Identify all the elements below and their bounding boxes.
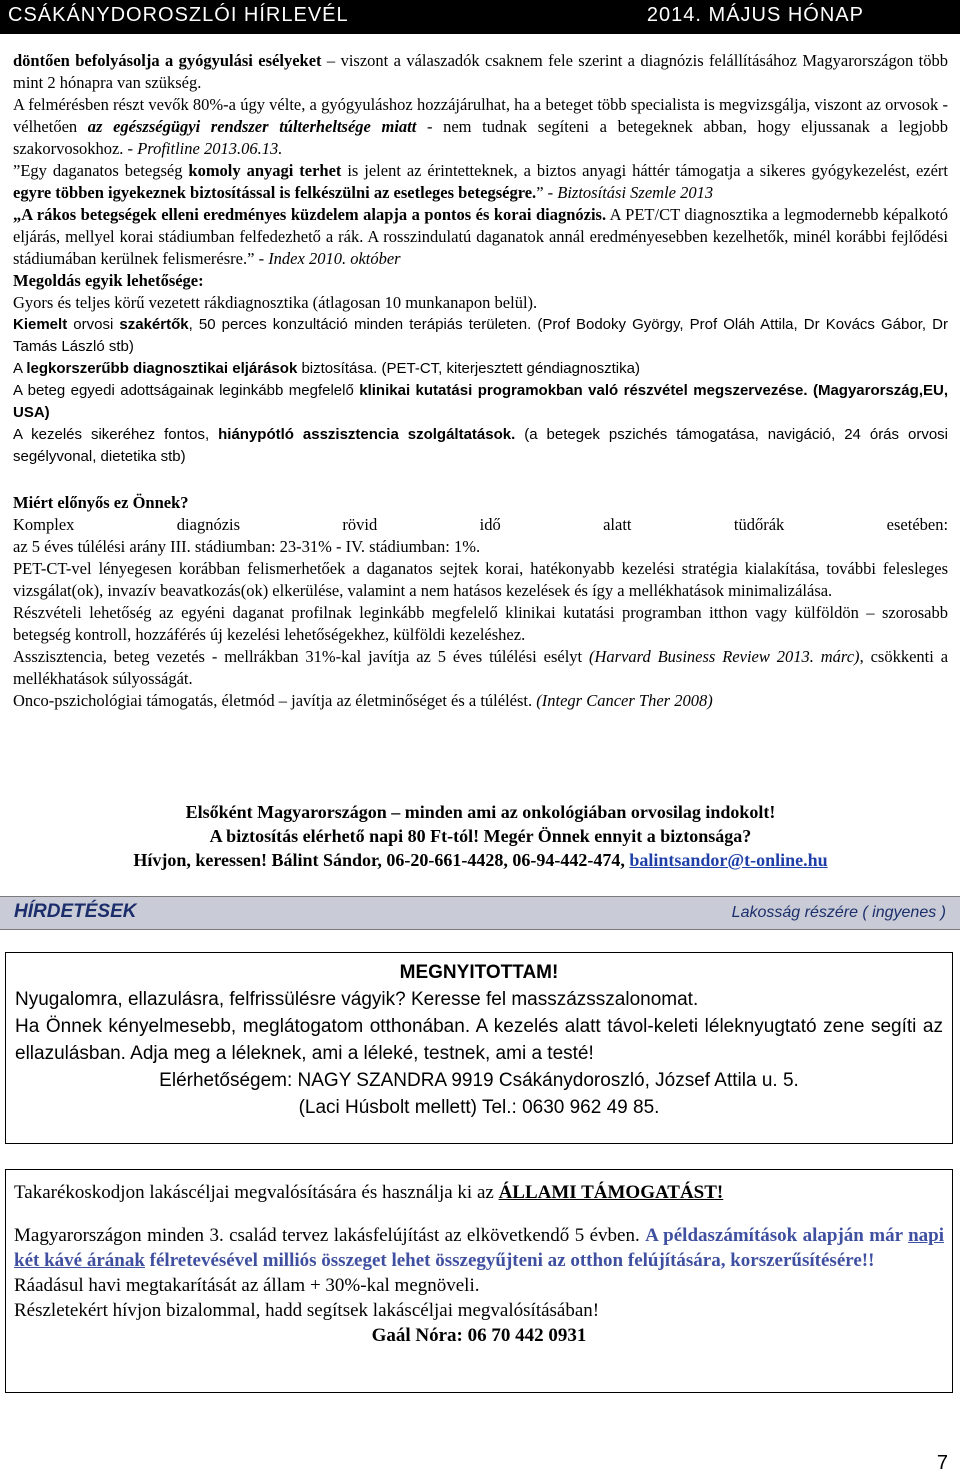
text: , 50 perces konzultáció minden terápiás területen. (Prof Bodoky György, Prof Oláh Attila, Dr Kovács Gábor, Dr Tamás László stb) — [13, 316, 948, 355]
contact-text: Hívjon, keressen! Bálint Sándor, 06-20-661-4428, 06-94-442-474, — [133, 850, 630, 870]
text: , csökkenti a mellékhatások súlyosságát. — [13, 647, 949, 688]
ad-text: Részletekért hívjon bizalommal, hadd segítsek lakáscéljai megvalósításában! — [14, 1300, 600, 1321]
text: (a betegek pszichés támogatása, navigáció, 24 órás orvosi segélyvonal, dietetika stb) — [13, 426, 948, 465]
text: Takarékoskodjon lakáscéljai megvalósítására és használja ki az — [14, 1182, 499, 1203]
ads-subtitle: Lakosság részére ( ingyenes ) — [731, 904, 946, 921]
text: diagnózis — [176, 515, 241, 534]
issue-date: 2014. MÁJUS HÓNAP — [646, 4, 864, 26]
text: esetében: — [886, 515, 949, 534]
bold-text: döntően befolyásolja a gyógyulási esélyeket — [13, 51, 322, 70]
bold-text: legkorszerűbb diagnosztikai eljárások — [26, 360, 298, 377]
benefits-heading: Miért előnyős ez Önnek? — [13, 493, 189, 512]
article-paragraph — [13, 204, 948, 270]
text: A PET/CT diagnosztika a legmodernebb képalkotó eljárás, mellyel korai stádiumban felfedezhető a rák. A rosszindulatú daganatok annál eredményesebben kezelhetők, minél korábbi fejlődési stádiumában kerülnek felismerésre.” - — [13, 205, 949, 268]
bold-text: komoly anyagi terhet — [188, 161, 342, 180]
article-paragraph — [13, 94, 948, 160]
text: – viszont a válaszadók csaknem fele szerint a diagnózis felállításához Magyarországon több mint 2 hónapra van szükség. — [13, 51, 948, 92]
highlight-text: A példaszámítások alapján már — [645, 1225, 909, 1246]
text: - nem tudnak segíteni a betegeknek abban, hogy eljussanak a legjobb szakorvosokhoz. - — [13, 117, 948, 158]
cta-line — [13, 848, 948, 872]
text: orvosi — [67, 316, 120, 333]
text: is jelent az érintetteknek, a biztos anyagi háttér támogatja a sikeres gyógykezelést, ezért — [341, 161, 949, 180]
cta-line: A biztosítás elérhető napi 80 Ft-tól! Megér Önnek ennyit a biztonsága? — [209, 826, 752, 846]
source-citation: Profitline 2013.06.13. — [137, 139, 283, 158]
benefit-item: PET-CT-vel lényegesen korábban felismerhetőek a daganatos sejtek korai, hatékonyabb kezelési stratégia kialakítása, további felesleges vizsgálat(ok), invazív beavatkozás(ok) elkerülése, valamint a nem hatásos kezelések és így a mellékhatások minimalizálása. — [13, 559, 948, 600]
bold-text: az egészségügyi rendszer túlterheltsége miatt — [87, 117, 417, 136]
massage-ad-box — [5, 952, 953, 1144]
newsletter-header — [0, 0, 960, 34]
solution-item: Gyors és teljes körű vezetett rákdiagnosztika (átlagosan 10 munkanapon belül). — [13, 293, 538, 312]
solution-heading: Megoldás egyik lehetősége: — [13, 271, 204, 290]
benefit-item — [13, 646, 948, 690]
text: idő — [479, 515, 501, 534]
article-body — [13, 50, 948, 712]
underlined-text: ÁLLAMI TÁMOGATÁST! — [498, 1182, 724, 1203]
spacer — [14, 1205, 944, 1223]
solution-item — [13, 380, 948, 424]
ad-text — [14, 1223, 944, 1273]
ad-text: Nyugalomra, ellazulásra, felfrissülésre vágyik? Keresse fel masszázsszalonomat. — [15, 989, 699, 1010]
text: tüdőrák — [733, 515, 785, 534]
source-citation: (Integr Cancer Ther 2008) — [536, 691, 713, 710]
page-number: 7 — [936, 1452, 948, 1474]
ads-title: HÍRDETÉSEK — [14, 901, 137, 922]
ad-contact: (Laci Húsbolt mellett) Tel.: 0630 962 49 85. — [298, 1097, 660, 1118]
highlight-text: félretevésével milliós összeget lehet összegyűjteni az otthon felújítására, korszerűsítésére!! — [144, 1250, 875, 1271]
ad-contact: Elérhetőségem: NAGY SZANDRA 9919 Csákánydoroszló, József Attila u. 5. — [159, 1070, 799, 1091]
call-to-action — [13, 800, 948, 872]
text: A kezelés sikeréhez fontos, — [13, 426, 219, 443]
text: A — [13, 360, 27, 377]
text: Asszisztencia, beteg vezetés - mellrákban 31%-kal javítja az 5 éves túlélési esélyt — [13, 647, 589, 666]
benefit-item: Részvételi lehetőség az egyéni daganat profilnak leginkább megfelelő klinikai kutatási programban itthon vagy külföldön – szorosabb betegség kontroll, hozzáférés új kezelési lehetőségekhez, külföldi kezeléshez. — [13, 603, 948, 644]
source-citation: Biztosítási Szemle 2013 — [557, 183, 714, 202]
solution-item — [13, 314, 948, 358]
text: A beteg egyedi adottságainak leginkább megfelelő — [13, 382, 360, 399]
text: rövid — [342, 515, 378, 534]
benefit-item: az 5 éves túlélési arány III. stádiumban: 23-31% - IV. stádiumban: 1%. — [13, 537, 481, 556]
bold-text: szakértők — [119, 316, 189, 333]
newsletter-title: CSÁKÁNYDOROSZLÓI HÍRLEVÉL — [8, 4, 349, 26]
highlight-text: napi két kávé árának — [14, 1225, 944, 1271]
text: biztosítása. (PET-CT, kiterjesztett géndiagnosztika) — [297, 360, 640, 377]
ads-section-bar — [0, 896, 960, 930]
savings-ad-box — [5, 1169, 953, 1393]
text: Magyarországon minden 3. család tervez lakásfelújítást az elkövetkendő 5 évben. — [14, 1225, 646, 1246]
benefit-item — [13, 690, 948, 712]
text: ”Egy daganatos betegség — [13, 161, 189, 180]
text: Onco-pszichológiai támogatás, életmód – javítja az életminőséget és a túlélést. — [13, 691, 537, 710]
article-paragraph — [13, 50, 948, 94]
ad-text — [14, 1180, 944, 1205]
source-citation: Index 2010. október — [268, 249, 401, 268]
bold-text: klinikai kutatási programokban való részvétel megszervezése. (Magyarország,EU, USA) — [13, 382, 948, 421]
text: alatt — [603, 515, 632, 534]
bold-text: Kiemelt — [13, 316, 68, 333]
text: Komplex — [13, 515, 75, 534]
source-citation: (Harvard Business Review 2013. márc) — [589, 647, 860, 666]
ad-text: Ráadásul havi megtakarítását az állam + 30%-kal megnöveli. — [14, 1275, 480, 1296]
ad-contact: Gaál Nóra: 06 70 442 0931 — [371, 1325, 587, 1346]
article-paragraph — [13, 160, 948, 204]
ad-title: MEGNYITOTTAM! — [399, 962, 559, 983]
text: ” - — [536, 183, 558, 202]
bold-text: „A rákos betegségek elleni eredményes küzdelem alapja a pontos és korai diagnózis. — [13, 205, 607, 224]
solution-item — [13, 424, 948, 468]
text: A felmérésben részt vevők 80%-a úgy vélte, a gyógyuláshoz hozzájárulhat, ha a beteget több specialista is megvizsgálja, viszont az orvosok - vélhetően — [13, 95, 948, 136]
bold-text: hiánypótló asszisztencia szolgáltatások. — [218, 426, 516, 443]
solution-item — [13, 358, 948, 380]
benefit-item — [13, 514, 948, 536]
bold-text: egyre többen igyekeznek biztosítással is felkészülni az esetleges betegségre. — [13, 183, 537, 202]
email-link[interactable]: balintsandor@t-online.hu — [629, 850, 828, 870]
spacer — [13, 468, 948, 492]
cta-line: Elsőként Magyarországon – minden ami az onkológiában orvosilag indokolt! — [185, 802, 776, 822]
ad-text: Ha Önnek kényelmesebb, meglátogatom otthonában. A kezelés alatt távol-keleti léleknyugtató zene segíti az ellazulásban. Adja meg a léleknek, ami a léleké, testnek, ami a testé! — [15, 1016, 943, 1064]
